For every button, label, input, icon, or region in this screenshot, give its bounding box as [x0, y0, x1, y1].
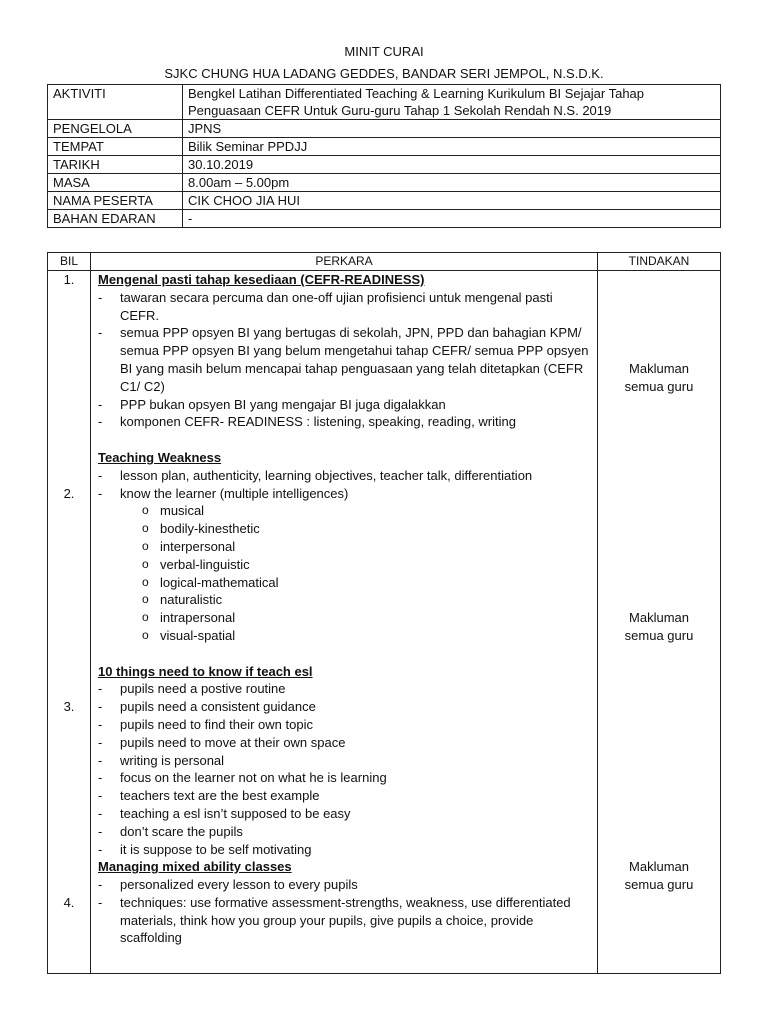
item-number: 3.	[63, 699, 75, 714]
dash-bullet: -	[98, 414, 103, 430]
list-item	[98, 787, 591, 805]
school-name: SJKC CHUNG HUA LADANG GEDDES, BANDAR SERI JEMPOL, N.S.D.K.	[164, 66, 604, 81]
list-item	[98, 289, 591, 325]
list-item-text: pupils need a consistent guidance	[120, 699, 316, 715]
dash-bullet: -	[98, 716, 103, 732]
list-item	[98, 698, 591, 716]
list-item-text: writing is personal	[120, 752, 225, 768]
sub-list-item-text: visual-spatial	[160, 627, 236, 643]
sub-list-item	[98, 591, 591, 609]
dash-bullet: -	[98, 805, 103, 821]
sub-list-item	[98, 520, 591, 538]
sub-list-item-text: musical	[160, 503, 205, 519]
circle-bullet-icon: o	[142, 574, 149, 589]
dash-bullet: -	[98, 699, 103, 715]
list-item-text: techniques: use formative assessment-strengths, weakness, use differentiated materials, think how you group your pupils, give pupils a choice, provide scaffolding	[120, 894, 571, 946]
list-item	[98, 413, 591, 431]
list-item-text: lesson plan, authenticity, learning objectives, teacher talk, differentiation	[120, 467, 533, 483]
list-item-text: teaching a esl isn’t supposed to be easy	[120, 805, 351, 821]
info-row	[48, 120, 721, 138]
list-item-text: teachers text are the best example	[120, 788, 320, 804]
section-heading: Teaching Weakness	[98, 449, 222, 465]
dash-bullet: -	[98, 734, 103, 750]
sub-list-item	[98, 627, 591, 645]
sub-list-item	[98, 502, 591, 520]
list-item-text: komponen CEFR- READINESS : listening, speaking, reading, writing	[120, 414, 516, 430]
dash-bullet: -	[98, 325, 103, 341]
dash-bullet: -	[98, 877, 103, 893]
info-value: Bengkel Latihan Differentiated Teaching & Learning Kurikulum BI Sejajar Tahap Penguasaan CEFR Untuk Guru-guru Tahap 1 Sekolah Rendah N.S. 2019	[183, 85, 721, 120]
list-item	[98, 680, 591, 698]
section-heading: Managing mixed ability classes	[98, 859, 292, 875]
dash-bullet: -	[98, 841, 103, 857]
table-body-row	[48, 271, 721, 974]
circle-bullet-icon: o	[142, 538, 149, 553]
header-perkara: PERKARA	[91, 253, 598, 271]
circle-bullet-icon: o	[142, 627, 149, 642]
info-key: AKTIVITI	[48, 85, 183, 120]
list-item	[98, 716, 591, 734]
list-item	[98, 752, 591, 770]
bil-column	[48, 271, 91, 974]
list-item	[98, 396, 591, 414]
info-key: NAMA PESERTA	[48, 192, 183, 210]
perkara-column	[91, 271, 598, 974]
bottom-spacer	[98, 947, 591, 961]
list-item	[98, 823, 591, 841]
sub-list-item	[98, 538, 591, 556]
info-key: MASA	[48, 174, 183, 192]
list-item-text: pupils need a postive routine	[120, 681, 286, 697]
list-item-text: focus on the learner not on what he is learning	[120, 770, 387, 786]
info-value: JPNS	[183, 120, 721, 138]
list-item	[98, 485, 591, 503]
list-item-text: don’t scare the pupils	[120, 823, 243, 839]
list-item-text: it is suppose to be self motivating	[120, 841, 312, 857]
action-text: Makluman semua guru	[624, 859, 694, 892]
document-title: MINIT CURAI	[344, 44, 424, 59]
sub-list-item-text: verbal-linguistic	[160, 556, 250, 572]
sub-list-item-text: interpersonal	[160, 538, 236, 554]
sub-list-item-text: naturalistic	[160, 592, 223, 608]
info-row	[48, 192, 721, 210]
minutes-table	[47, 252, 721, 974]
list-item	[98, 805, 591, 823]
circle-bullet-icon: o	[142, 592, 149, 607]
list-item-text: tawaran secara percuma dan one-off ujian profisienci untuk mengenal pasti CEFR.	[120, 289, 553, 323]
item-number: 1.	[63, 272, 75, 287]
dash-bullet: -	[98, 823, 103, 839]
sub-list-item-text: bodily-kinesthetic	[160, 521, 260, 537]
sub-list-item	[98, 556, 591, 574]
info-table	[47, 84, 721, 228]
list-item-text: know the learner (multiple intelligences)	[120, 485, 349, 501]
sub-list-item-text: logical-mathematical	[160, 574, 279, 590]
info-key: BAHAN EDARAN	[48, 210, 183, 228]
dash-bullet: -	[98, 467, 103, 483]
circle-bullet-icon: o	[142, 521, 149, 536]
list-item-text: semua PPP opsyen BI yang bertugas di sekolah, JPN, PPD dan bahagian KPM/ semua PPP opsyen BI yang belum mengetahui tahap CEFR/ semua PPP opsyen BI yang masih belum mencapai tahap penguasaan yang telah ditetapkan (CEFR C1/ C2)	[120, 325, 589, 394]
sub-list-item	[98, 574, 591, 592]
info-value: CIK CHOO JIA HUI	[183, 192, 721, 210]
perkara-content	[91, 271, 597, 961]
info-value: -	[183, 210, 721, 228]
info-value: 8.00am – 5.00pm	[183, 174, 721, 192]
circle-bullet-icon: o	[142, 503, 149, 518]
list-item	[98, 324, 591, 395]
dash-bullet: -	[98, 681, 103, 697]
info-value: 30.10.2019	[183, 156, 721, 174]
info-value: Bilik Seminar PPDJJ	[183, 138, 721, 156]
info-row	[48, 138, 721, 156]
section-spacer	[98, 431, 591, 449]
list-item-text: pupils need to move at their own space	[120, 734, 346, 750]
item-number: 4.	[63, 895, 75, 910]
list-item	[98, 841, 591, 859]
table-header-row	[48, 253, 721, 271]
list-item	[98, 876, 591, 894]
dash-bullet: -	[98, 788, 103, 804]
dash-bullet: -	[98, 894, 103, 910]
section-heading: 10 things need to know if teach esl	[98, 663, 313, 679]
info-row	[48, 156, 721, 174]
tindakan-column	[598, 271, 721, 974]
sub-list-item-text: intrapersonal	[160, 610, 236, 626]
dash-bullet: -	[98, 752, 103, 768]
list-item-text: pupils need to find their own topic	[120, 716, 313, 732]
section-spacer	[98, 645, 591, 663]
dash-bullet: -	[98, 770, 103, 786]
dash-bullet: -	[98, 289, 103, 305]
info-key: TEMPAT	[48, 138, 183, 156]
info-key: TARIKH	[48, 156, 183, 174]
list-item	[98, 894, 591, 947]
info-key: PENGELOLA	[48, 120, 183, 138]
list-item	[98, 769, 591, 787]
header-tindakan: TINDAKAN	[598, 253, 721, 271]
action-text: Makluman semua guru	[624, 610, 694, 643]
section-heading: Mengenal pasti tahap kesediaan (CEFR-READINESS)	[98, 272, 425, 287]
list-item	[98, 734, 591, 752]
dash-bullet: -	[98, 396, 103, 412]
dash-bullet: -	[98, 485, 103, 501]
item-number: 2.	[63, 486, 75, 501]
circle-bullet-icon: o	[142, 556, 149, 571]
info-row	[48, 210, 721, 228]
header-bil: BIL	[48, 253, 91, 271]
info-row	[48, 85, 721, 120]
action-text: Makluman semua guru	[624, 361, 694, 394]
list-item	[98, 467, 591, 485]
info-row	[48, 174, 721, 192]
circle-bullet-icon: o	[142, 610, 149, 625]
list-item-text: personalized every lesson to every pupils	[120, 877, 358, 893]
sub-list-item	[98, 609, 591, 627]
list-item-text: PPP bukan opsyen BI yang mengajar BI juga digalakkan	[120, 396, 446, 412]
